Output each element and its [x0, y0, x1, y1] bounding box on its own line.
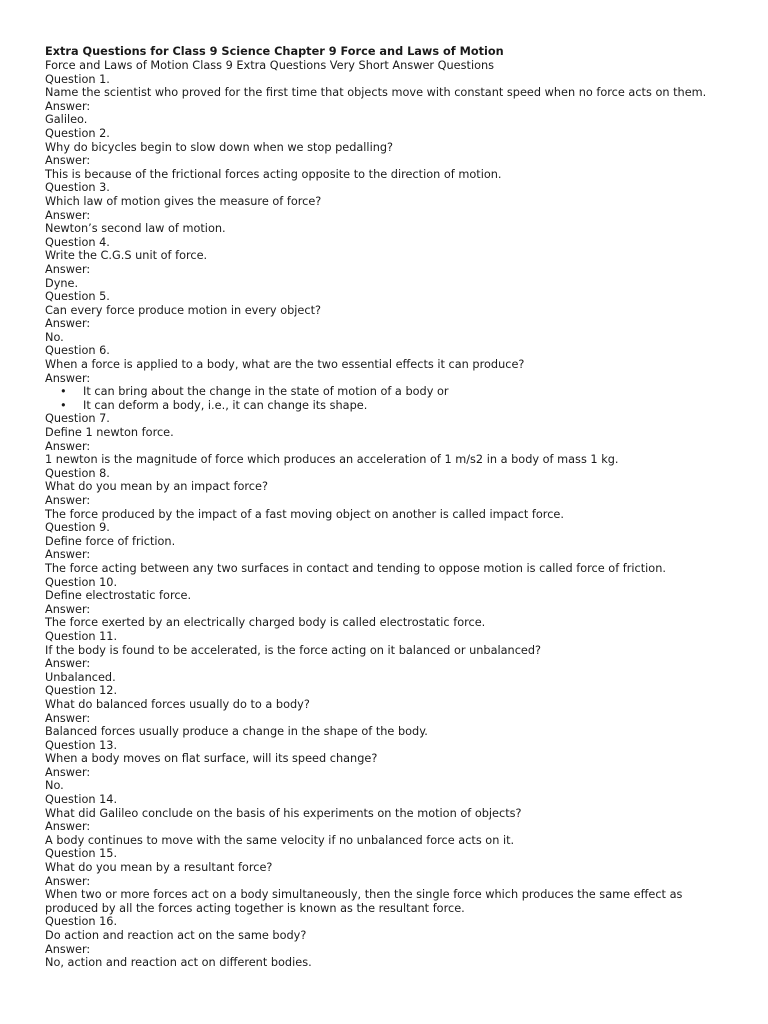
answer-label: Answer:	[45, 262, 91, 276]
answer-text: This is because of the frictional forces acting opposite to the direction of motion.	[45, 167, 502, 181]
question-text: Which law of motion gives the measure of force?	[45, 194, 322, 208]
question-block	[45, 236, 745, 290]
question-label: Question 8.	[45, 466, 110, 480]
document-title: Extra Questions for Class 9 Science Chapter 9 Force and Laws of Motion	[45, 45, 504, 58]
question-block	[45, 576, 745, 630]
question-label: Question 13.	[45, 738, 118, 752]
question-label: Question 11.	[45, 629, 118, 643]
question-text: When a force is applied to a body, what are the two essential effects it can produce?	[45, 358, 525, 372]
question-block	[45, 127, 745, 181]
answer-text: The force exerted by an electrically charged body is called electrostatic force.	[45, 616, 486, 630]
question-text: Define 1 newton force.	[45, 426, 174, 440]
question-text: Define force of friction.	[45, 534, 176, 548]
question-block	[45, 915, 745, 969]
question-block	[45, 847, 745, 915]
answer-label: Answer:	[45, 711, 91, 725]
question-label: Question 6.	[45, 344, 110, 358]
question-label: Question 12.	[45, 684, 118, 698]
answer-label: Answer:	[45, 439, 91, 453]
answer-label: Answer:	[45, 874, 91, 888]
document-subtitle: Force and Laws of Motion Class 9 Extra Questions Very Short Answer Questions	[45, 59, 495, 72]
question-text: If the body is found to be accelerated, is the force acting on it balanced or unbalanced?	[45, 643, 542, 657]
answer-label: Answer:	[45, 317, 91, 331]
answer-label: Answer:	[45, 820, 91, 834]
question-text: What do you mean by an impact force?	[45, 480, 268, 494]
answer-text: Balanced forces usually produce a change in the shape of the body.	[45, 725, 428, 739]
question-text: Can every force produce motion in every object?	[45, 303, 322, 317]
answer-label: Answer:	[45, 494, 91, 507]
question-text: Write the C.G.S unit of force.	[45, 249, 208, 263]
answer-text: Dyne.	[45, 276, 79, 290]
answer-label: Answer:	[45, 657, 91, 671]
question-label: Question 16.	[45, 915, 118, 929]
document	[45, 44, 745, 970]
answer-text: The force produced by the impact of a fast moving object on another is called impact force.	[45, 507, 564, 521]
question-label: Question 15.	[45, 847, 118, 861]
question-text: What do you mean by a resultant force?	[45, 861, 273, 875]
question-text: What do balanced forces usually do to a body?	[45, 697, 310, 711]
question-block	[45, 793, 745, 847]
answer-label: Answer:	[45, 548, 91, 562]
answer-text: The force acting between any two surfaces in contact and tending to oppose motion is called force of friction.	[45, 561, 666, 575]
answer-text: No, action and reaction act on different bodies.	[45, 956, 312, 970]
answer-text: Galileo.	[45, 113, 88, 127]
question-label: Question 3.	[45, 181, 110, 195]
answer-label: Answer:	[45, 942, 91, 956]
answer-text: Newton’s second law of motion.	[45, 222, 226, 236]
answer-label: Answer:	[45, 99, 91, 113]
answer-text: Unbalanced.	[45, 670, 116, 684]
answer-bullet-item: • It can bring about the change in the state of motion of a body or	[83, 385, 745, 399]
question-text: Do action and reaction act on the same body?	[45, 929, 307, 942]
question-block	[45, 467, 745, 521]
answer-label: Answer:	[45, 208, 91, 222]
question-block	[45, 290, 745, 344]
question-label: Question 5.	[45, 290, 110, 304]
question-text: Name the scientist who proved for the first time that objects move with constant speed when no force acts on them.	[45, 86, 707, 100]
question-label: Question 9.	[45, 521, 110, 535]
answer-bullet-list	[45, 385, 745, 412]
question-block	[45, 412, 745, 466]
question-block	[45, 739, 745, 793]
answer-text: When two or more forces act on a body simultaneously, then the single force which produces the same effect as produced by all the forces acting together is known as the resultant force.	[45, 888, 683, 915]
question-block	[45, 630, 745, 684]
answer-label: Answer:	[45, 154, 91, 168]
question-label: Question 4.	[45, 235, 110, 249]
question-label: Question 7.	[45, 412, 110, 426]
question-label: Question 10.	[45, 575, 118, 589]
answer-text: A body continues to move with the same velocity if no unbalanced force acts on it.	[45, 833, 515, 847]
question-label: Question 2.	[45, 126, 110, 140]
question-text: Define electrostatic force.	[45, 589, 192, 603]
question-block	[45, 684, 745, 738]
question-block	[45, 521, 745, 575]
question-text: When a body moves on flat surface, will its speed change?	[45, 752, 378, 766]
question-label: Question 1.	[45, 72, 110, 86]
answer-label: Answer:	[45, 371, 91, 385]
question-block	[45, 344, 745, 412]
answer-label: Answer:	[45, 602, 91, 616]
answer-text: No.	[45, 330, 64, 344]
question-block	[45, 73, 745, 127]
answer-text: 1 newton is the magnitude of force which produces an acceleration of 1 m/s2 in a body of mass 1 kg.	[45, 453, 619, 467]
question-text: What did Galileo conclude on the basis of his experiments on the motion of objects?	[45, 806, 522, 820]
question-block	[45, 181, 745, 235]
question-text: Why do bicycles begin to slow down when we stop pedalling?	[45, 140, 394, 154]
answer-bullet-item: • It can deform a body, i.e., it can change its shape.	[83, 399, 745, 413]
answer-label: Answer:	[45, 765, 91, 779]
answer-text: No.	[45, 779, 64, 793]
question-label: Question 14.	[45, 793, 118, 807]
